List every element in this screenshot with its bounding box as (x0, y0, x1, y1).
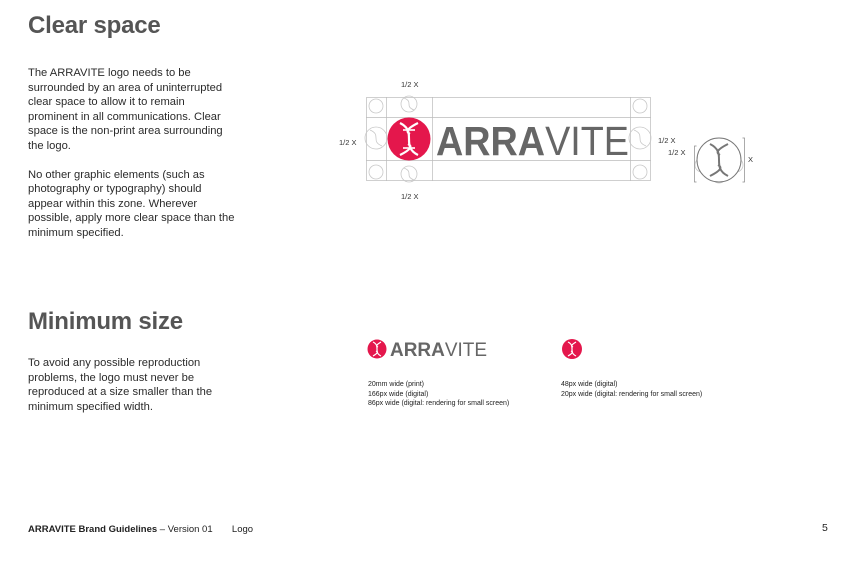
dna-helix-icon (388, 118, 431, 161)
minimum-size-title: Minimum size (28, 308, 183, 335)
icon-spec: 20px wide (digital: rendering for small screen) (561, 390, 703, 398)
full-logo-spec: 20mm wide (print) (368, 381, 425, 388)
wordmark-bold: ARRA (436, 118, 555, 164)
wordmark-light: VITE (545, 118, 637, 164)
minimum-size-paragraph: To avoid any possible reproduction problems, the logo must never be reproduced at a size smaller than the minimum specified width. (28, 357, 213, 413)
clear-space-left-label: 1/2 X (339, 138, 357, 147)
clear-space-top-label: 1/2 X (401, 80, 419, 89)
small-wordmark (390, 340, 487, 361)
clear-space-paragraph-1: The ARRAVITE logo needs to be surrounded by an area of uninterrupted clear space to allow it to remain prominent in all communications. Clear space is the non-print area surrounding the logo. (28, 67, 223, 152)
clear-space-diagram (330, 76, 770, 206)
footer-version: – Version 01 (157, 524, 213, 535)
icon-spec: 48px wide (digital) (561, 381, 618, 388)
small-wordmark-light: VITE (444, 340, 488, 361)
clear-space-paragraph-2: No other graphic elements (such as photography or typography) should appear within this zone. Wherever possible, apply more clear space than the minimum specified. (28, 168, 235, 239)
small-full-logo (367, 337, 491, 361)
clear-space-description (28, 66, 236, 255)
clear-space-title: Clear space (28, 12, 161, 39)
icon-height-label: X (748, 155, 754, 164)
small-icon-logo (561, 338, 583, 360)
small-dna-helix-icon (368, 340, 387, 359)
page-number: 5 (822, 522, 828, 534)
clear-space-bottom-label: 1/2 X (401, 192, 419, 201)
icon-margin-label: 1/2 X (668, 148, 686, 157)
full-logo-spec: 86px wide (digital: rendering for small screen) (368, 400, 510, 408)
footer (28, 524, 253, 535)
small-wordmark-bold: ARRA (390, 340, 445, 361)
icon-specs (561, 380, 702, 399)
full-logo-specs (368, 380, 509, 409)
footer-section: Logo (231, 524, 254, 535)
icon-only-outline (697, 138, 741, 182)
minimum-size-description (28, 356, 236, 428)
clear-space-right-label: 1/2 X (658, 136, 676, 145)
full-logo-spec: 166px wide (digital) (368, 390, 429, 398)
main-wordmark (436, 118, 637, 164)
footer-brand: ARRAVITE Brand Guidelines (28, 524, 158, 535)
